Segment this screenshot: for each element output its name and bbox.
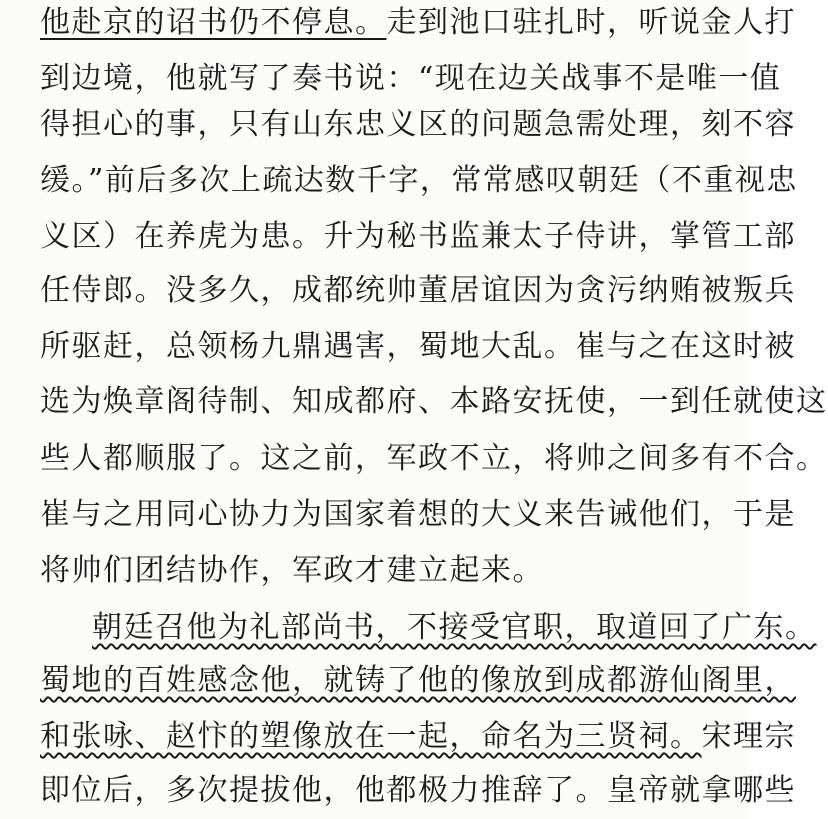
text-line-4: 缓。”前后多次上疏达数千字，常常感叹朝廷（不重视忠 [40, 163, 798, 198]
wavy-underlined-phrase: 朝廷召他为礼部尚书，不接受官职，取道回了广东。 [92, 610, 817, 645]
wavy-underlined-phrase: 蜀地的百姓感念他，就铸了他的像放到成都游仙阁里， [40, 663, 796, 698]
text-line-8: 选为焕章阁待制、知成都府、本路安抚使，一到任就使这 [40, 384, 828, 419]
underlined-phrase: 他赴京的诏书仍不停息。 [40, 5, 387, 40]
text-line-6: 任侍郎。没多久，成都统帅董居谊因为贪污纳贿被叛兵 [40, 273, 796, 308]
text-line-15: 即位后，多次提拔他，他都极力推辞了。皇帝就拿哪些 [40, 773, 796, 808]
text-line-10: 崔与之用同心协力为国家着想的大义来告诫他们，于是 [40, 497, 796, 532]
text-line-5: 义区）在养虎为患。升为秘书监兼太子侍讲，掌管工部 [40, 219, 796, 254]
text-line-9: 些人都顺服了。这之前，军政不立，将帅之间多有不合。 [40, 441, 828, 476]
text-line-13 [40, 660, 796, 702]
text-line-12 [92, 607, 817, 649]
text-line-3: 得担心的事，只有山东忠义区的问题急需处理，刻不容 [40, 107, 796, 142]
text-line-7: 所驱赶，总领杨九鼎遇害，蜀地大乱。崔与之在这时被 [40, 329, 796, 364]
text-line-11: 将帅们团结协作，军政才建立起来。 [40, 553, 544, 588]
line-text: 走到池口驻扎时，听说金人打 [386, 5, 796, 40]
text-line-14 [40, 716, 796, 758]
line-text: 宋理宗 [701, 719, 796, 754]
text-line-1 [40, 2, 796, 44]
text-line-2: 到边境，他就写了奏书说：“现在边关战事不是唯一值 [40, 61, 782, 96]
wavy-underlined-phrase: 和张咏、赵忭的塑像放在一起，命名为三贤祠。 [40, 719, 702, 754]
